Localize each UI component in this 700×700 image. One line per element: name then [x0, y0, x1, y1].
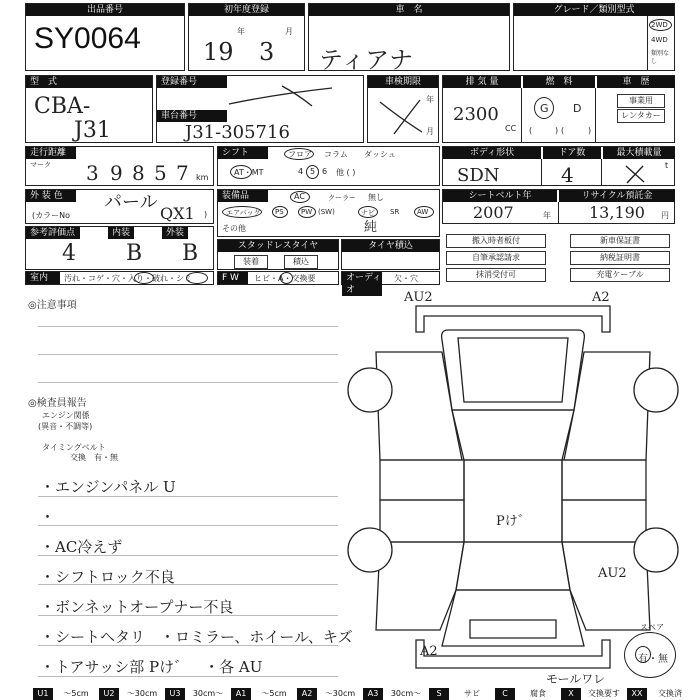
capacity-strike-icon — [623, 163, 647, 185]
shift-transmission: AT・MT — [234, 168, 264, 177]
displacement-value: 2300 — [453, 104, 499, 125]
seatbelt-recycle-box — [442, 189, 675, 224]
damage-mark: AU2 — [404, 290, 433, 305]
model-box — [25, 75, 153, 143]
registration-month: 3 — [259, 38, 275, 66]
engine-related-sub: (異音・不調等) — [38, 422, 93, 431]
fuel-paren-close: ) — [555, 126, 559, 135]
inspection-label: 車検期限 — [368, 76, 438, 88]
interior-cond-circle — [134, 272, 154, 284]
equip-other: その他 — [222, 224, 246, 233]
interior-cond-circle — [186, 272, 208, 284]
seatbelt-value: 2007 — [473, 203, 514, 222]
equip-none: 無し — [368, 193, 384, 202]
equipment-box — [217, 189, 440, 237]
body-type-value: SDN — [457, 165, 500, 186]
car-diagram — [340, 290, 685, 685]
notes-line — [38, 326, 338, 327]
purpose-label: 車 歴 — [597, 76, 675, 88]
shift-speed: 6 — [322, 167, 328, 176]
mileage-box — [25, 146, 214, 186]
lot-number-box — [25, 3, 185, 71]
fuel-paren-open: ( — [529, 126, 533, 135]
spare-value: 有・無 — [638, 654, 668, 665]
interior-grade-value: B — [126, 241, 143, 266]
color-label: 外 装 色 — [26, 190, 76, 202]
fw-circle — [280, 272, 293, 284]
car-name-label: 車 名 — [309, 4, 509, 16]
inspector-comment: ・AC冷えず — [40, 538, 123, 556]
legend-key: C — [495, 688, 515, 700]
rear-plate-shape — [470, 620, 556, 638]
mileage-digit: 5 — [154, 161, 167, 185]
equipment-label: 装備品 — [218, 190, 268, 202]
legend-key: X — [561, 688, 581, 700]
equip-airbag: エアバッグ — [226, 209, 261, 217]
inspector-comment: ・ — [40, 508, 56, 526]
color-code-close: ) — [204, 210, 208, 219]
audio-label: オーディオ — [342, 272, 382, 296]
inspection-year-unit: 年 — [426, 95, 434, 104]
hood-inner-shape — [458, 338, 568, 402]
audio-box — [341, 271, 440, 295]
left-front-fender-shape — [376, 352, 462, 460]
inspection-strike-icon — [376, 96, 426, 136]
capacity-label: 最大積載量 — [603, 147, 675, 159]
inspector-label: ◎検査員報告 — [28, 398, 87, 409]
interior-condition-label: 室内 — [26, 272, 60, 284]
right-rear-door-shape — [562, 500, 646, 542]
legend-key: S — [429, 688, 449, 700]
first-registration-box — [188, 3, 305, 71]
timing-belt-value: 交換 有・無 — [70, 453, 118, 462]
equip-pw: PW — [301, 208, 313, 216]
service-item: 新車保証書 — [570, 234, 670, 248]
registration-strike-icon — [227, 84, 337, 109]
drive-2wd: 2WD — [651, 21, 668, 29]
damage-mark: モールワレ — [546, 672, 606, 686]
legend-value: 交換要す — [588, 689, 620, 698]
equip-cooler: クーラー — [328, 194, 356, 202]
engine-box — [442, 75, 675, 143]
legend-key: U2 — [99, 688, 119, 700]
left-front-wheel-shape — [348, 368, 392, 412]
body-divider — [541, 159, 542, 186]
shift-label: シフト — [218, 147, 268, 159]
equip-ac: AC — [294, 192, 305, 201]
damage-mark: A2 — [420, 644, 438, 659]
doors-label: ドア数 — [543, 147, 601, 159]
recycle-value: 13,190 — [589, 203, 645, 222]
fw-box — [217, 271, 339, 285]
tire-load-box — [341, 239, 440, 270]
shift-dash: ダッシュ — [364, 150, 396, 159]
windshield-shape — [452, 410, 574, 460]
equip-sr: SR — [390, 208, 400, 216]
interior-grade-label: 内装 — [108, 227, 134, 239]
color-code-label: (カラーNo — [32, 211, 70, 220]
right-front-door-shape — [562, 460, 646, 500]
grades-box — [25, 226, 214, 270]
seatbelt-label: シートベルト年 — [443, 190, 557, 202]
service-item: 抹消受付可 — [446, 268, 546, 282]
shift-speed: 4 — [298, 167, 304, 176]
body-divider — [601, 159, 602, 186]
purpose-business: 事業用 — [617, 94, 665, 108]
interior-condition-value: 汚れ・コゲ・穴・入り・破れ・シミ — [64, 274, 192, 283]
legend-key: U3 — [165, 688, 185, 700]
legend-value: 30cm〜 — [390, 689, 422, 698]
notes-line — [38, 354, 338, 355]
inspector-comment: ・シフトロック不良 — [40, 568, 175, 586]
seatbelt-divider — [558, 202, 559, 224]
legend-key: A2 — [297, 688, 317, 700]
service-item: 充電ケーブル — [570, 268, 670, 282]
body-box — [442, 146, 675, 186]
mileage-mark-label: マーク — [30, 161, 51, 169]
color-code-value: QX1 — [160, 204, 195, 223]
inspector-comment: ・トアサッシ部 Pけ゛ ・各 AU — [40, 658, 263, 676]
first-registration-label: 初年度登録 — [189, 4, 304, 16]
right-rear-wheel-shape — [634, 528, 678, 572]
registration-box — [156, 75, 364, 143]
mileage-digit: 7 — [176, 161, 189, 185]
exterior-grade-value: B — [182, 241, 199, 266]
studless-loaded: 積込 — [284, 255, 318, 269]
shift-speed: 5 — [310, 167, 316, 176]
mileage-label: 走行距離 — [26, 147, 76, 159]
month-unit: 月 — [285, 27, 293, 36]
notes-line — [38, 382, 338, 383]
legend-key: XX — [627, 688, 647, 700]
left-rear-door-shape — [380, 500, 464, 542]
displacement-label: 排 気 量 — [443, 76, 521, 88]
fuel-diesel: D — [573, 102, 582, 115]
model-value-1: CBA- — [34, 94, 91, 119]
interior-condition-box — [25, 271, 214, 285]
right-front-fender-shape — [564, 352, 650, 460]
chassis-value: J31-305716 — [185, 122, 290, 143]
legend-value: サビ — [464, 689, 480, 698]
legend-value: 〜5cm — [63, 689, 89, 698]
fuel-paren-open: ( — [561, 126, 565, 135]
lot-number: SY0064 — [34, 22, 141, 55]
left-front-door-shape — [380, 460, 464, 500]
doors-value: 4 — [561, 163, 574, 187]
equip-sw: (SW) — [318, 208, 335, 216]
body-type-label: ボディ形状 — [443, 147, 541, 159]
left-rear-wheel-shape — [348, 528, 392, 572]
inspector-comment: ・ボンネットオープナー不良 — [40, 598, 234, 616]
capacity-unit: t — [665, 161, 669, 170]
recycle-label: リサイクル預託金 — [559, 190, 675, 202]
grade-label: グレード／類別型式 — [514, 4, 674, 16]
model-label: 型 式 — [26, 76, 152, 88]
registration-year: 19 — [203, 38, 234, 66]
rear-bumper-shape — [416, 640, 610, 668]
registration-no-label: 登録番号 — [157, 76, 227, 88]
year-unit: 年 — [237, 27, 245, 36]
fw-value: ヒビ・A・交換要 — [254, 274, 316, 283]
shift-floor: フロア — [288, 150, 312, 159]
front-bumper-shape — [416, 306, 610, 332]
legend-value: 〜5cm — [261, 689, 287, 698]
legend-key: U1 — [33, 688, 53, 700]
legend-value: 〜30cm — [126, 689, 158, 698]
roof-shape — [464, 460, 562, 542]
service-item: 搬入時者板付 — [446, 234, 546, 248]
spare-label: スペア — [640, 623, 664, 632]
shift-box — [217, 146, 440, 186]
ref-grade-label: 参考評価点 — [26, 227, 80, 239]
damage-mark: Pけ゛ — [496, 514, 531, 529]
exterior-grade-label: 外装 — [162, 227, 188, 239]
legend-value: 腐食 — [530, 689, 546, 698]
recycle-unit: 円 — [661, 211, 669, 220]
legend-key: A3 — [363, 688, 383, 700]
rear-window-shape — [456, 542, 570, 590]
navi-genuine: 純 — [364, 220, 378, 235]
shift-other: 他 ( ) — [336, 168, 356, 177]
legend-value: 〜30cm — [324, 689, 356, 698]
drive-none: 類別なし — [651, 50, 670, 65]
drive-4wd: 4WD — [651, 36, 668, 44]
equip-navi: ナビ — [361, 209, 375, 217]
audio-value: 欠・穴 — [394, 274, 418, 283]
inspection-box — [367, 75, 439, 143]
seatbelt-unit: 年 — [543, 211, 551, 220]
services-box — [442, 226, 675, 286]
damage-mark: AU2 — [598, 566, 627, 581]
car-name: ティアナ — [319, 46, 414, 74]
service-item: 自筆承認請求 — [446, 251, 546, 265]
mileage-digit: 9 — [110, 161, 123, 185]
lot-number-label: 出品番号 — [26, 4, 184, 16]
timing-belt-label: タイミングベルト — [42, 443, 106, 452]
mileage-unit: km — [196, 173, 209, 182]
fw-label: F W — [218, 272, 248, 284]
ref-grade-value: 4 — [62, 241, 76, 266]
mileage-digit: 8 — [132, 161, 145, 185]
cc-unit: CC — [505, 124, 517, 133]
inspector-comment: ・シートヘタリ ・ロミラー、ホイール、キズ — [40, 628, 353, 646]
legend-key: A1 — [231, 688, 251, 700]
drive-type-column — [647, 16, 674, 71]
color-value: パール — [104, 192, 158, 213]
mileage-digit: 3 — [86, 161, 99, 185]
grade-box — [513, 3, 675, 71]
car-name-box — [308, 3, 510, 74]
right-front-wheel-shape — [634, 368, 678, 412]
engine-divider — [595, 88, 596, 143]
service-item: 納税証明書 — [570, 251, 670, 265]
equip-ps: PS — [275, 208, 284, 216]
studless-mounted: 装着 — [234, 255, 268, 269]
legend-value: 30cm〜 — [192, 689, 224, 698]
engine-related-label: エンジン関係 — [42, 411, 90, 420]
notes-label: ◎注意事項 — [28, 300, 77, 311]
studless-label: スタッドレスタイヤ — [218, 240, 338, 252]
tire-load-label: タイヤ積込 — [342, 240, 439, 252]
fuel-label: 燃 料 — [523, 76, 595, 88]
model-value-2: J31 — [74, 118, 111, 143]
inspector-comment: ・エンジンパネル U — [40, 478, 176, 496]
shift-column: コラム — [324, 150, 348, 159]
studless-box — [217, 239, 339, 270]
legend-value: 交換済 — [658, 689, 682, 698]
comment-line — [38, 525, 338, 526]
engine-divider — [521, 88, 522, 143]
damage-mark: A2 — [592, 290, 610, 305]
inspection-month-unit: 月 — [426, 127, 434, 136]
fuel-paren-close: ) — [588, 126, 592, 135]
fuel-gasoline: G — [540, 102, 549, 115]
purpose-rental: レンタカー — [617, 109, 665, 123]
spare-selected-circle — [635, 646, 651, 663]
equip-aw: AW — [417, 208, 429, 216]
color-box — [25, 189, 214, 224]
chassis-label: 車台番号 — [157, 110, 227, 122]
